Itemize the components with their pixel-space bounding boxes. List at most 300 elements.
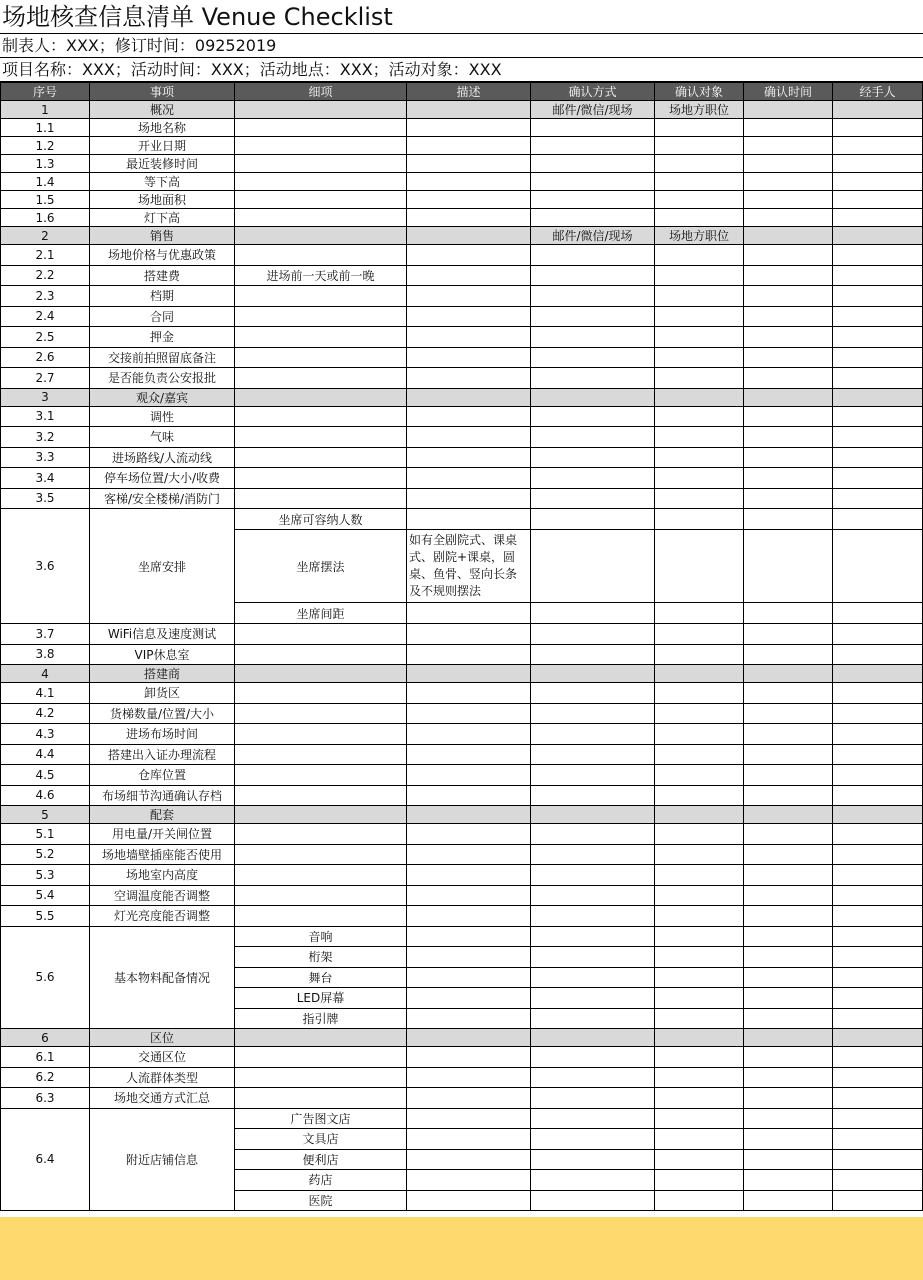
row-description	[407, 703, 531, 724]
row-description	[407, 406, 531, 427]
row-number: 6.1	[1, 1047, 90, 1068]
row-confirm-method	[531, 806, 655, 824]
row-description	[407, 155, 531, 173]
row-number: 1.2	[1, 137, 90, 155]
row-confirm-target	[655, 947, 744, 968]
row-confirm-method	[531, 368, 655, 389]
row-confirm-target	[655, 427, 744, 448]
row-number: 4.3	[1, 724, 90, 745]
row-detail	[235, 119, 407, 137]
header-handler: 经手人	[833, 83, 923, 101]
row-confirm-method	[531, 1108, 655, 1129]
row-confirm-time	[744, 1029, 833, 1047]
row-detail	[235, 468, 407, 489]
row-detail	[235, 644, 407, 665]
row-item: 等下高	[90, 173, 235, 191]
row-description	[407, 665, 531, 683]
table-row	[1, 119, 923, 137]
row-number: 3.7	[1, 624, 90, 645]
row-handler	[833, 327, 923, 348]
row-confirm-time	[744, 306, 833, 327]
row-item: 空调温度能否调整	[90, 885, 235, 906]
row-confirm-time	[744, 327, 833, 348]
row-confirm-time	[744, 468, 833, 489]
row-number: 1.6	[1, 209, 90, 227]
row-handler	[833, 724, 923, 745]
row-handler	[833, 1108, 923, 1129]
row-confirm-target	[655, 137, 744, 155]
row-number: 4.2	[1, 703, 90, 724]
row-confirm-time	[744, 209, 833, 227]
author-revision-line: 制表人：XXX；修订时间：09252019	[0, 34, 923, 58]
row-description	[407, 947, 531, 968]
row-handler	[833, 488, 923, 509]
row-confirm-time	[744, 1067, 833, 1088]
row-number: 1.4	[1, 173, 90, 191]
row-confirm-target	[655, 468, 744, 489]
row-handler	[833, 137, 923, 155]
row-description	[407, 644, 531, 665]
row-handler	[833, 624, 923, 645]
row-confirm-time	[744, 926, 833, 947]
row-detail	[235, 765, 407, 786]
row-number: 5.2	[1, 844, 90, 865]
row-confirm-method: 邮件/微信/现场	[531, 227, 655, 245]
row-confirm-time	[744, 119, 833, 137]
row-description	[407, 209, 531, 227]
row-handler	[833, 906, 923, 927]
row-confirm-target	[655, 1190, 744, 1211]
row-confirm-target	[655, 209, 744, 227]
row-confirm-target	[655, 1129, 744, 1150]
row-detail	[235, 447, 407, 468]
row-item: 坐席安排	[90, 509, 235, 624]
row-number: 6.3	[1, 1088, 90, 1109]
row-handler	[833, 191, 923, 209]
row-handler	[833, 806, 923, 824]
row-description	[407, 724, 531, 745]
row-handler	[833, 785, 923, 806]
row-confirm-time	[744, 683, 833, 704]
table-row	[1, 327, 923, 348]
row-number: 1.3	[1, 155, 90, 173]
row-confirm-method	[531, 286, 655, 307]
row-confirm-target	[655, 665, 744, 683]
row-handler	[833, 368, 923, 389]
row-confirm-method	[531, 265, 655, 286]
row-description	[407, 286, 531, 307]
row-handler	[833, 1088, 923, 1109]
row-handler	[833, 306, 923, 327]
row-detail	[235, 368, 407, 389]
row-item: 进场布场时间	[90, 724, 235, 745]
row-confirm-target	[655, 724, 744, 745]
row-confirm-method	[531, 245, 655, 266]
row-confirm-time	[744, 665, 833, 683]
row-description	[407, 427, 531, 448]
row-confirm-time	[744, 1149, 833, 1170]
row-detail	[235, 624, 407, 645]
row-item: 档期	[90, 286, 235, 307]
table-row	[1, 644, 923, 665]
row-number: 3.5	[1, 488, 90, 509]
row-confirm-time	[744, 388, 833, 406]
row-confirm-method	[531, 1008, 655, 1029]
header-no: 序号	[1, 83, 90, 101]
row-item: 人流群体类型	[90, 1067, 235, 1088]
row-number: 5.4	[1, 885, 90, 906]
row-detail: 舞台	[235, 967, 407, 988]
row-number: 3.6	[1, 509, 90, 624]
row-item: 搭建商	[90, 665, 235, 683]
row-number: 6	[1, 1029, 90, 1047]
row-confirm-target	[655, 1067, 744, 1088]
row-confirm-target	[655, 603, 744, 624]
row-confirm-method	[531, 1149, 655, 1170]
row-confirm-time	[744, 624, 833, 645]
header-confirm-method: 确认方式	[531, 83, 655, 101]
row-handler	[833, 1190, 923, 1211]
row-item: WiFi信息及速度测试	[90, 624, 235, 645]
row-confirm-time	[744, 101, 833, 119]
row-number: 5.5	[1, 906, 90, 927]
row-confirm-time	[744, 227, 833, 245]
row-confirm-method	[531, 530, 655, 603]
row-confirm-time	[744, 947, 833, 968]
row-confirm-target	[655, 265, 744, 286]
table-row	[1, 509, 923, 530]
row-item: 场地墙壁插座能否使用	[90, 844, 235, 865]
row-item: 气味	[90, 427, 235, 448]
row-handler	[833, 967, 923, 988]
row-confirm-target	[655, 806, 744, 824]
row-confirm-target	[655, 744, 744, 765]
row-description	[407, 1190, 531, 1211]
row-confirm-method	[531, 1088, 655, 1109]
row-description	[407, 988, 531, 1009]
row-detail	[235, 724, 407, 745]
row-item: 交接前拍照留底备注	[90, 347, 235, 368]
row-confirm-target	[655, 683, 744, 704]
row-detail	[235, 101, 407, 119]
row-detail	[235, 306, 407, 327]
row-description	[407, 603, 531, 624]
row-description	[407, 1170, 531, 1191]
row-handler	[833, 844, 923, 865]
row-confirm-time	[744, 347, 833, 368]
row-detail	[235, 703, 407, 724]
row-handler	[833, 468, 923, 489]
row-confirm-method	[531, 624, 655, 645]
table-row	[1, 844, 923, 865]
row-detail	[235, 209, 407, 227]
row-number: 4.1	[1, 683, 90, 704]
table-row	[1, 683, 923, 704]
row-handler	[833, 388, 923, 406]
row-description	[407, 744, 531, 765]
row-confirm-method	[531, 388, 655, 406]
row-number: 4.6	[1, 785, 90, 806]
row-handler	[833, 245, 923, 266]
row-description	[407, 1088, 531, 1109]
row-confirm-method	[531, 603, 655, 624]
row-confirm-method	[531, 865, 655, 886]
row-item: 场地价格与优惠政策	[90, 245, 235, 266]
row-confirm-time	[744, 1170, 833, 1191]
row-item: 销售	[90, 227, 235, 245]
row-detail: 便利店	[235, 1149, 407, 1170]
table-row	[1, 306, 923, 327]
row-handler	[833, 988, 923, 1009]
row-handler	[833, 603, 923, 624]
row-confirm-time	[744, 744, 833, 765]
row-confirm-time	[744, 967, 833, 988]
row-number: 2.1	[1, 245, 90, 266]
row-confirm-method	[531, 1190, 655, 1211]
row-description	[407, 967, 531, 988]
row-confirm-method	[531, 724, 655, 745]
row-item: 配套	[90, 806, 235, 824]
table-row	[1, 785, 923, 806]
row-number: 4.5	[1, 765, 90, 786]
row-confirm-target	[655, 406, 744, 427]
table-row	[1, 406, 923, 427]
row-detail	[235, 286, 407, 307]
row-confirm-target	[655, 644, 744, 665]
row-detail	[235, 683, 407, 704]
checklist-table	[0, 82, 923, 1211]
table-row	[1, 765, 923, 786]
row-confirm-method	[531, 209, 655, 227]
row-confirm-method	[531, 765, 655, 786]
table-row	[1, 824, 923, 845]
row-handler	[833, 173, 923, 191]
row-confirm-target	[655, 824, 744, 845]
table-row	[1, 368, 923, 389]
row-handler	[833, 744, 923, 765]
row-confirm-method	[531, 926, 655, 947]
row-item: 用电量/开关闸位置	[90, 824, 235, 845]
row-description	[407, 824, 531, 845]
row-description	[407, 806, 531, 824]
row-detail: 医院	[235, 1190, 407, 1211]
section-row	[1, 665, 923, 683]
row-number: 3.2	[1, 427, 90, 448]
row-confirm-target	[655, 865, 744, 886]
row-item: 卸货区	[90, 683, 235, 704]
table-row	[1, 724, 923, 745]
row-confirm-time	[744, 703, 833, 724]
row-confirm-target	[655, 509, 744, 530]
row-item: 交通区位	[90, 1047, 235, 1068]
row-confirm-method	[531, 744, 655, 765]
row-description	[407, 865, 531, 886]
row-description	[407, 388, 531, 406]
row-handler	[833, 119, 923, 137]
row-detail: 桁架	[235, 947, 407, 968]
row-confirm-method	[531, 191, 655, 209]
row-confirm-method	[531, 844, 655, 865]
row-detail: 进场前一天或前一晚	[235, 265, 407, 286]
row-description	[407, 683, 531, 704]
row-number: 5.3	[1, 865, 90, 886]
row-item: 最近装修时间	[90, 155, 235, 173]
row-number: 4	[1, 665, 90, 683]
row-number: 5.6	[1, 926, 90, 1029]
row-confirm-time	[744, 724, 833, 745]
row-handler	[833, 530, 923, 603]
row-confirm-time	[744, 644, 833, 665]
row-description	[407, 844, 531, 865]
row-detail	[235, 906, 407, 927]
row-confirm-target	[655, 885, 744, 906]
row-confirm-time	[744, 844, 833, 865]
row-handler	[833, 209, 923, 227]
row-description	[407, 1108, 531, 1129]
row-confirm-time	[744, 603, 833, 624]
row-number: 3.4	[1, 468, 90, 489]
row-description	[407, 509, 531, 530]
row-description	[407, 347, 531, 368]
row-detail	[235, 844, 407, 865]
row-confirm-method	[531, 683, 655, 704]
header-detail: 细项	[235, 83, 407, 101]
row-confirm-target	[655, 1108, 744, 1129]
row-confirm-time	[744, 885, 833, 906]
row-confirm-method	[531, 1067, 655, 1088]
row-confirm-target	[655, 306, 744, 327]
row-detail	[235, 137, 407, 155]
header-description: 描述	[407, 83, 531, 101]
row-detail: 音响	[235, 926, 407, 947]
row-detail	[235, 227, 407, 245]
row-confirm-time	[744, 191, 833, 209]
row-number: 2.3	[1, 286, 90, 307]
table-row	[1, 1108, 923, 1129]
row-detail	[235, 1067, 407, 1088]
row-number: 3.8	[1, 644, 90, 665]
row-item: 场地室内高度	[90, 865, 235, 886]
row-item: 灯光亮度能否调整	[90, 906, 235, 927]
row-confirm-method	[531, 988, 655, 1009]
table-row	[1, 173, 923, 191]
row-confirm-method	[531, 468, 655, 489]
row-description	[407, 926, 531, 947]
row-confirm-method	[531, 885, 655, 906]
row-detail	[235, 865, 407, 886]
section-row	[1, 101, 923, 119]
table-row	[1, 155, 923, 173]
row-detail: LED屏幕	[235, 988, 407, 1009]
row-description	[407, 245, 531, 266]
row-confirm-method	[531, 173, 655, 191]
row-confirm-method	[531, 1170, 655, 1191]
table-row	[1, 1088, 923, 1109]
table-row	[1, 1047, 923, 1068]
row-description	[407, 765, 531, 786]
row-confirm-method	[531, 947, 655, 968]
row-confirm-method	[531, 427, 655, 448]
row-confirm-target	[655, 388, 744, 406]
row-confirm-target: 场地方职位	[655, 101, 744, 119]
row-confirm-method	[531, 155, 655, 173]
row-item: 布场细节沟通确认存档	[90, 785, 235, 806]
row-confirm-time	[744, 530, 833, 603]
row-description	[407, 191, 531, 209]
row-confirm-time	[744, 1129, 833, 1150]
row-detail: 坐席可容纳人数	[235, 509, 407, 530]
row-number: 2.2	[1, 265, 90, 286]
row-confirm-method	[531, 1047, 655, 1068]
row-number: 4.4	[1, 744, 90, 765]
row-confirm-time	[744, 1190, 833, 1211]
row-confirm-target	[655, 327, 744, 348]
row-confirm-target	[655, 765, 744, 786]
row-handler	[833, 947, 923, 968]
row-confirm-time	[744, 427, 833, 448]
row-confirm-method	[531, 327, 655, 348]
row-confirm-method	[531, 137, 655, 155]
row-handler	[833, 509, 923, 530]
row-confirm-target: 场地方职位	[655, 227, 744, 245]
row-item: 调性	[90, 406, 235, 427]
header-confirm-target: 确认对象	[655, 83, 744, 101]
row-confirm-target	[655, 926, 744, 947]
row-number: 6.2	[1, 1067, 90, 1088]
row-confirm-time	[744, 368, 833, 389]
footer-bar	[0, 1217, 923, 1280]
row-description	[407, 1149, 531, 1170]
table-header-row	[1, 83, 923, 101]
row-confirm-method	[531, 665, 655, 683]
row-confirm-target	[655, 1047, 744, 1068]
row-handler	[833, 683, 923, 704]
row-description	[407, 1129, 531, 1150]
row-confirm-target	[655, 191, 744, 209]
row-detail	[235, 1029, 407, 1047]
row-confirm-target	[655, 906, 744, 927]
row-confirm-target	[655, 286, 744, 307]
row-confirm-time	[744, 406, 833, 427]
row-description	[407, 468, 531, 489]
row-confirm-target	[655, 347, 744, 368]
row-confirm-time	[744, 265, 833, 286]
row-confirm-time	[744, 245, 833, 266]
table-row	[1, 468, 923, 489]
row-confirm-target	[655, 844, 744, 865]
row-item: 进场路线/人流动线	[90, 447, 235, 468]
row-confirm-method	[531, 488, 655, 509]
row-confirm-method	[531, 824, 655, 845]
row-detail	[235, 885, 407, 906]
row-confirm-time	[744, 173, 833, 191]
row-detail	[235, 191, 407, 209]
table-row	[1, 488, 923, 509]
row-detail	[235, 245, 407, 266]
row-description	[407, 265, 531, 286]
row-detail: 药店	[235, 1170, 407, 1191]
row-confirm-time	[744, 155, 833, 173]
header-confirm-time: 确认时间	[744, 83, 833, 101]
row-confirm-method	[531, 1129, 655, 1150]
row-description	[407, 785, 531, 806]
row-detail	[235, 806, 407, 824]
row-description	[407, 1029, 531, 1047]
row-detail: 广告图文店	[235, 1108, 407, 1129]
row-handler	[833, 1029, 923, 1047]
row-item: 场地名称	[90, 119, 235, 137]
row-number: 5.1	[1, 824, 90, 845]
